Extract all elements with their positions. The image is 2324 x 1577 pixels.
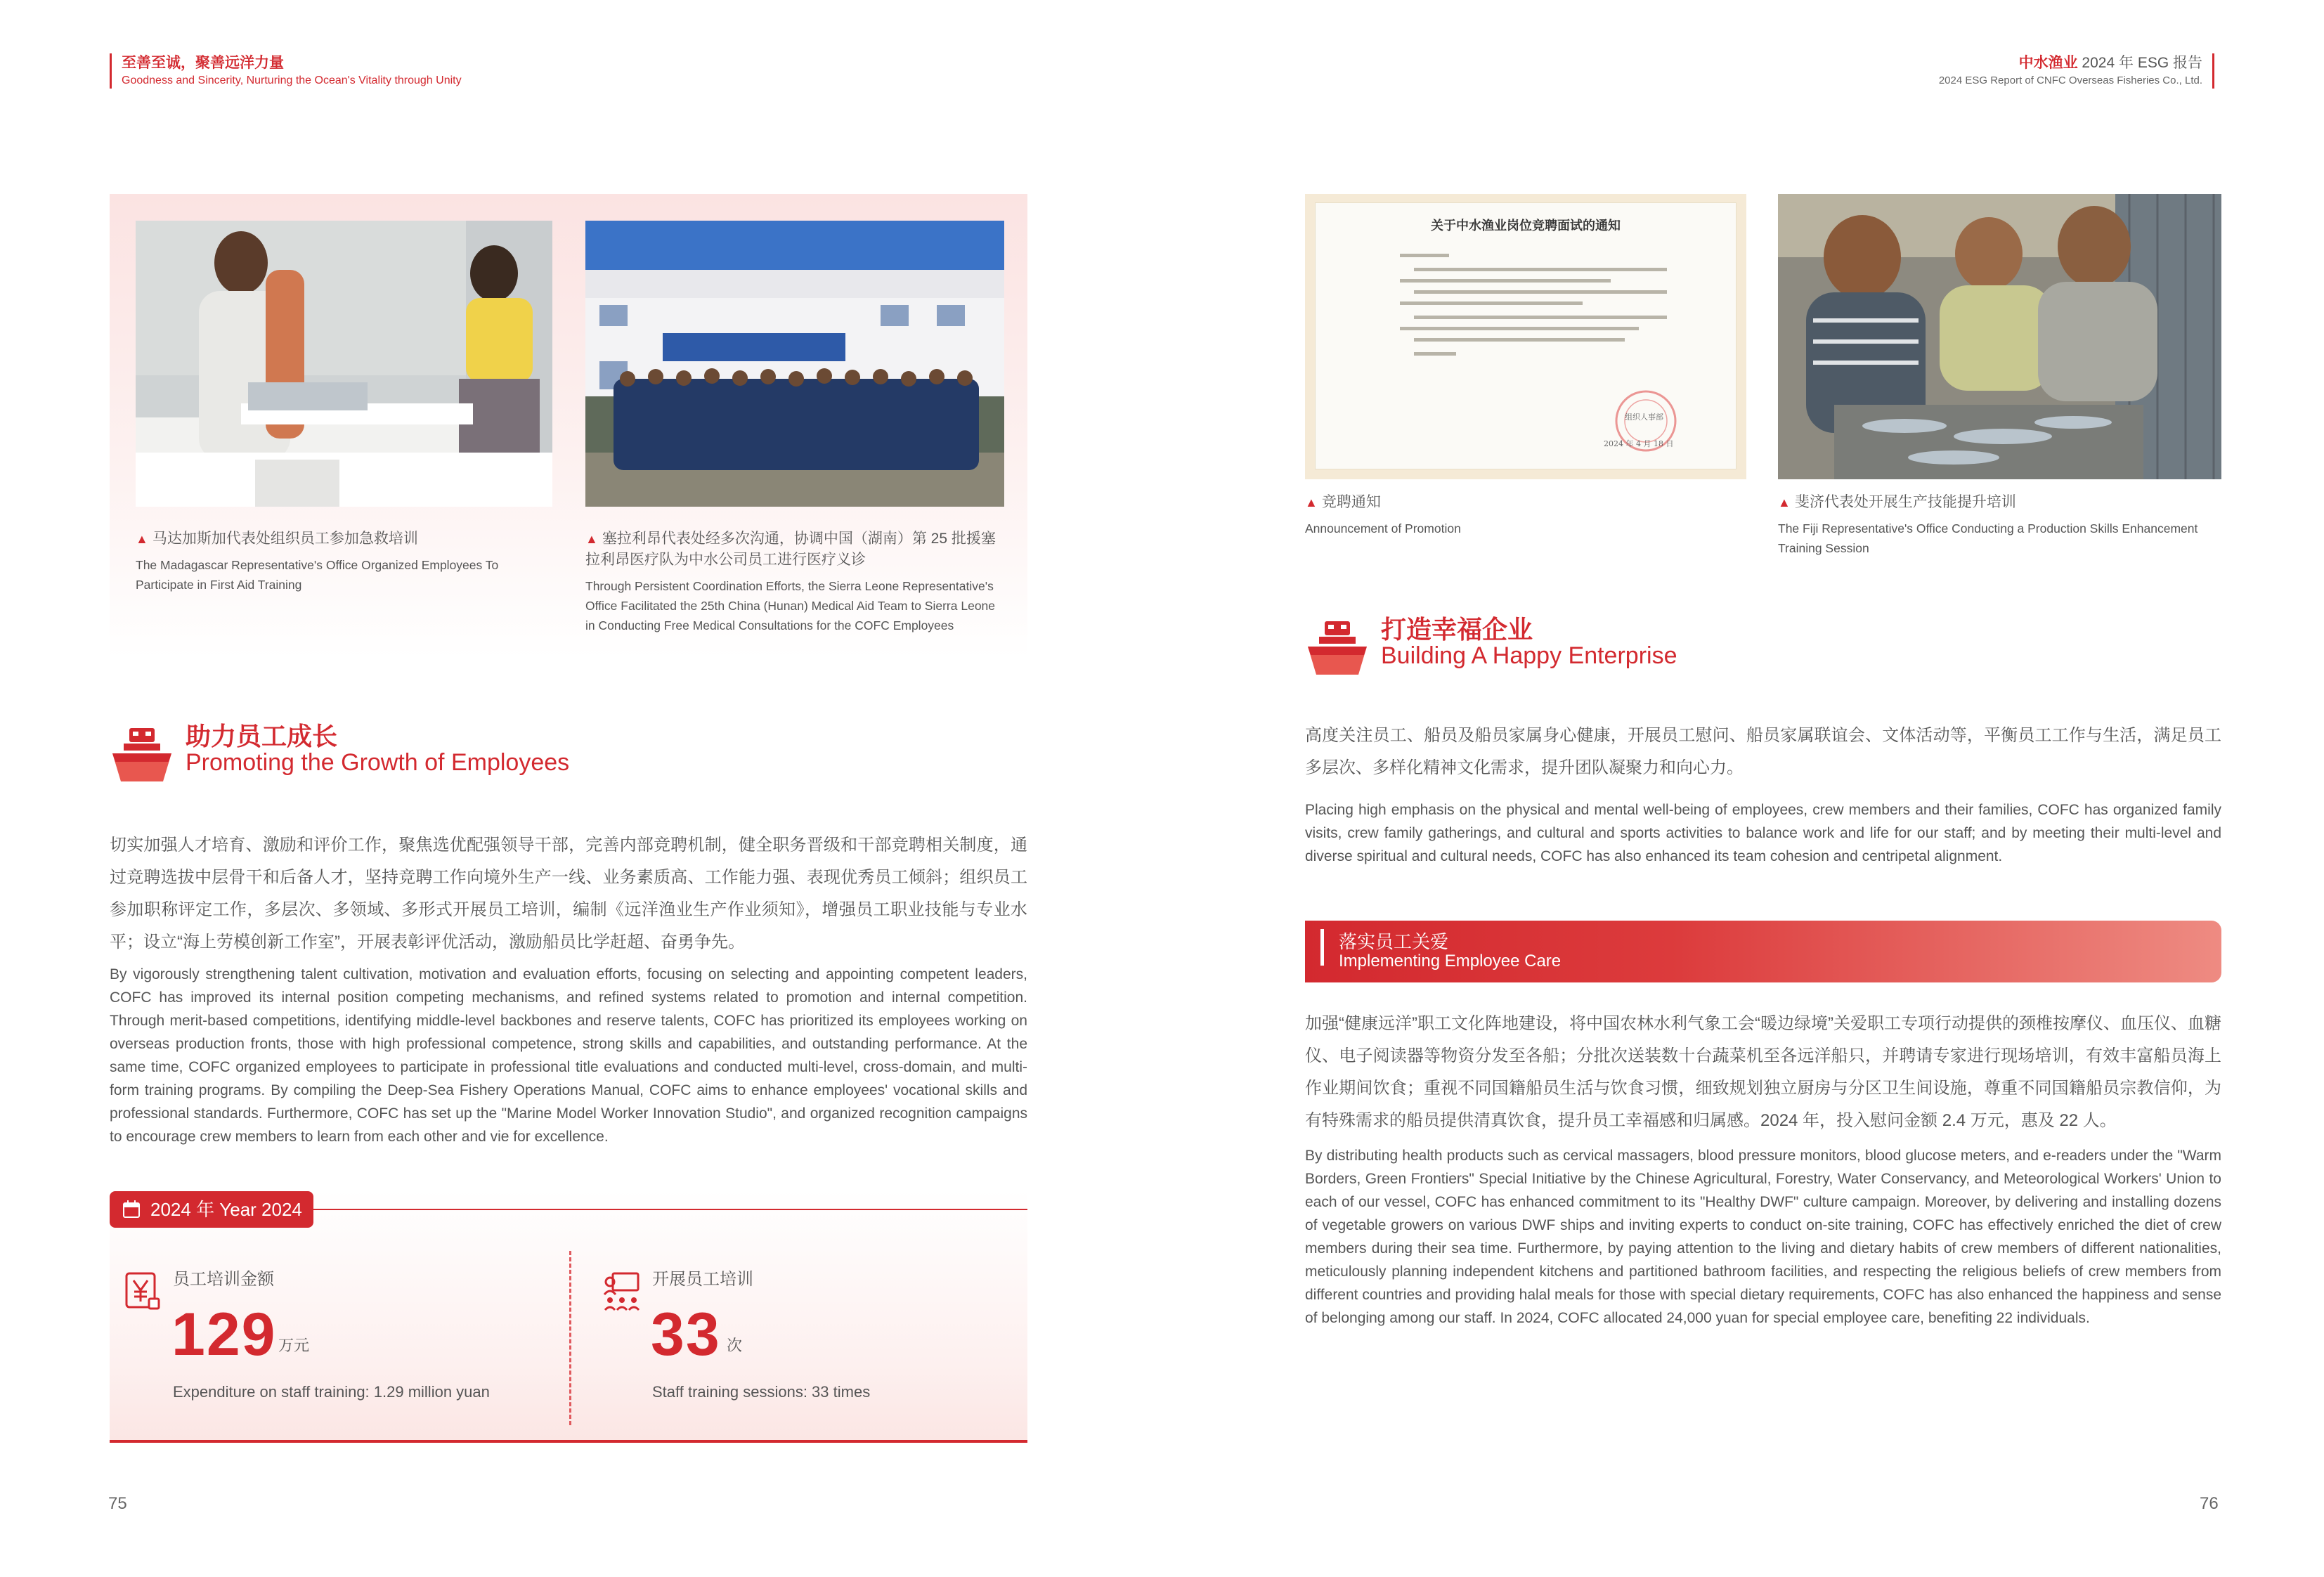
stat-label: 开展员工培训 [652,1270,753,1289]
caption-zh: 竞聘通知 [1321,494,1381,510]
caption-medical [585,528,1007,635]
growth-body-zh: 切实加强人才培育、激励和评价工作，聚焦选优配强领导干部，完善内部竞聘机制，健全职务晋级和干部竞聘相关制度，通过竞聘选拔中层骨干和后备人才，坚持竞聘工作向境外生产一线、业务素质高、工作能力强、表现优秀员工倾斜；组织员工参加职称评定工作，多层次、多领域、多形式开展员工培训，编制《远洋渔业生产作业须知》，增强员工职业技能与专业水平；设立“海上劳模创新工作室”，开展表彰评优活动，激励船员比学赶超、奋勇争先。 [110,836,1027,952]
stat-label: 员工培训金额 [173,1270,274,1289]
caption-en: The Madagascar Representative's Office Organized Employees To Participate in First Aid Training [136,558,499,592]
training-icon [603,1271,641,1311]
yuan-icon [124,1271,162,1311]
photo-medical-team [585,221,1004,507]
happy-body-zh: 高度关注员工、船员及船员家属身心健康，开展员工慰问、船员家属联谊会、文体活动等，平衡员工工作与生活，满足员工多层次、多样化精神文化需求，提升团队凝聚力和向心力。 [1305,726,2221,777]
caption-fiji [1778,492,2221,558]
header-report-year: 2024 年 ESG 报告 [2077,55,2202,71]
year-tab-label: 2024 年 Year 2024 [150,1199,302,1220]
subsection-banner [1305,921,2221,982]
photo-fiji-training [1778,194,2221,479]
calendar-icon [122,1200,141,1219]
growth-body-en: By vigorously strengthening talent cultivation, motivation and evaluation efforts, focusing on selecting and appointing competent leaders, COFC has improved its internal position competing mechanisms, and refined systems related to promotion and internal competition. Through merit-based competitions, identifying middle-level backbones and reserve talents, COFC has prioritized its employees working on overseas production fronts, those with high professional competence, strong skills and capabilities, and outstanding performance. At the same time, COFC organized employees to participate in professional title evaluations and conducted multi-level, cross-domain, and multi-form training programs. By compiling the Deep-Sea Fishery Operations Manual, COFC aims to enhance employees' vocational skills and professional standards. Furthermore, COFC has set up the "Marine Model Worker Innovation Studio", and organized recognition campaigns to encourage crew members to learn from each other and vie for excellence. [110,966,1027,1145]
section-title-growth [110,717,742,794]
triangle-marker-icon: ▲ [1778,495,1791,510]
caption-promotion [1305,492,1741,538]
triangle-marker-icon: ▲ [136,532,148,546]
subsection-title-en: Implementing Employee Care [1339,952,1562,971]
ship-icon [110,721,174,786]
stat-training-sessions [589,1265,1011,1420]
photo-first-aid-training [136,221,552,507]
header-brand: 中水渔业 [2018,55,2078,71]
header-right [1939,53,2214,89]
stat-desc: Staff training sessions: 33 times [652,1383,871,1401]
care-body-zh: 加强“健康远洋”职工文化阵地建设，将中国农林水利气象工会“暖边绿境”关爱职工专项行动提供的颈椎按摩仪、血压仪、血糖仪、电子阅读器等物资分发至各船；分批次送装数十台蔬菜机至各远洋船只，并聘请专家进行现场培训，有效丰富船员海上作业期间饮食；重视不同国籍船员生活与饮食习惯，细致规划独立厨房与分区卫生间设施，尊重不同国籍船员宗教信仰，为有特殊需求的船员提供清真饮食，提升员工幸福感和归属感。2024 年，投入慰问金额 2.4 万元，惠及 22 人。 [1305,1014,2221,1130]
header-slogan-en: Goodness and Sincerity, Nurturing the Ocean's Vitality through Unity [122,74,462,86]
stat-desc: Expenditure on staff training: 1.29 million yuan [173,1383,490,1401]
stat-unit: 次 [727,1337,743,1354]
stat-unit: 万元 [278,1337,310,1354]
notice-date: 2024 年 4 月 18 日 [1604,439,1674,448]
caption-zh: 斐济代表处开展生产技能提升培训 [1794,494,2016,510]
subsection-title-zh: 落实员工关爱 [1339,931,1449,952]
notice-text-lines [1316,203,1737,470]
section-title-zh: 助力员工成长 [186,722,338,751]
section-title-happy [1305,610,1937,687]
triangle-marker-icon: ▲ [585,532,598,546]
stat-divider [569,1251,571,1425]
header-report-title-en: 2024 ESG Report of CNFC Overseas Fisheries Co., Ltd. [1938,74,2202,86]
caption-zh: 马达加斯加代表处组织员工参加急救培训 [152,531,418,547]
caption-first-aid [136,528,543,595]
caption-zh: 塞拉利昂代表处经多次沟通，协调中国（湖南）第 25 批援塞拉利昂医疗队为中水公司员工进行医疗义诊 [585,531,996,568]
header-left [110,53,462,89]
section-title-en: Promoting the Growth of Employees [186,749,570,776]
header-report-title [1939,53,2202,73]
notice-signature: 组织人事部 [1625,413,1663,422]
triangle-marker-icon: ▲ [1305,495,1318,510]
care-body-en: By distributing health products such as cervical massagers, blood pressure monitors, blood glucose meters, and e-readers under the "Warm Borders, Green Frontiers" Special Initiative by the Chinese Agricultural, Forestry, Water Conservancy, and Meteorological Workers' Union to each of our vessel, COFC has enhanced commitment to its "Healthy DWF" culture campaign. Moreover, by delivering and installing dozens of vegetable growers on various DWF ships and inviting experts to conduct on-site training, COFC has effectively enriched the diet of crew members during their sea time. Furthermore, by paying attention to the living and dietary habits of crew members of different nationalities, meticulously planning independent kitchens and partitioned bathroom facilities, and respecting the religious beliefs of crew members from different countries and providing halal meals for those with special dietary requirements, COFC has also enhanced the happiness and sense of belonging among our staff. In 2024, COFC allocated 24,000 yuan for special employee care, benefiting 22 individuals. [1305,1148,2221,1326]
banner-bar [1320,929,1324,966]
stat-value: 33 [651,1301,721,1368]
ship-icon [1305,614,1370,679]
happy-body-en: Placing high emphasis on the physical and mental well-being of employees, crew members and their families, COFC has organized family visits, crew family gatherings, and cultural and sports activities to balance work and life for our staff; and by meeting their multi-level and diverse spiritual and cultural needs, COFC has also enhanced its team cohesion and centripetal alignment. [1305,802,2221,864]
year-tab [110,1191,313,1228]
section-title-en: Building A Happy Enterprise [1381,642,1677,669]
notice-paper [1315,202,1736,469]
caption-en: The Fiji Representative's Office Conducting a Production Skills Enhancement Training Session [1778,521,2198,555]
page-number-left: 75 [108,1494,127,1513]
caption-en: Announcement of Promotion [1305,521,1461,536]
header-slogan-zh: 至善至诚，聚善远洋力量 [122,55,284,71]
section-title-zh: 打造幸福企业 [1381,615,1533,644]
stat-training-expenditure [110,1265,559,1420]
notice-title: 关于中水渔业岗位竞聘面试的通知 [1431,219,1621,233]
caption-en: Through Persistent Coordination Efforts, the Sierra Leone Representative's Office Facilitated the 25th China (Hunan) Medical Aid Team to Sierra Leone in Conducting Free Medical Consultations for the COFC Employees [585,579,996,632]
photo-promotion-notice [1305,194,1746,479]
page-number-right: 76 [2200,1494,2219,1513]
stat-value: 129 [171,1301,277,1368]
